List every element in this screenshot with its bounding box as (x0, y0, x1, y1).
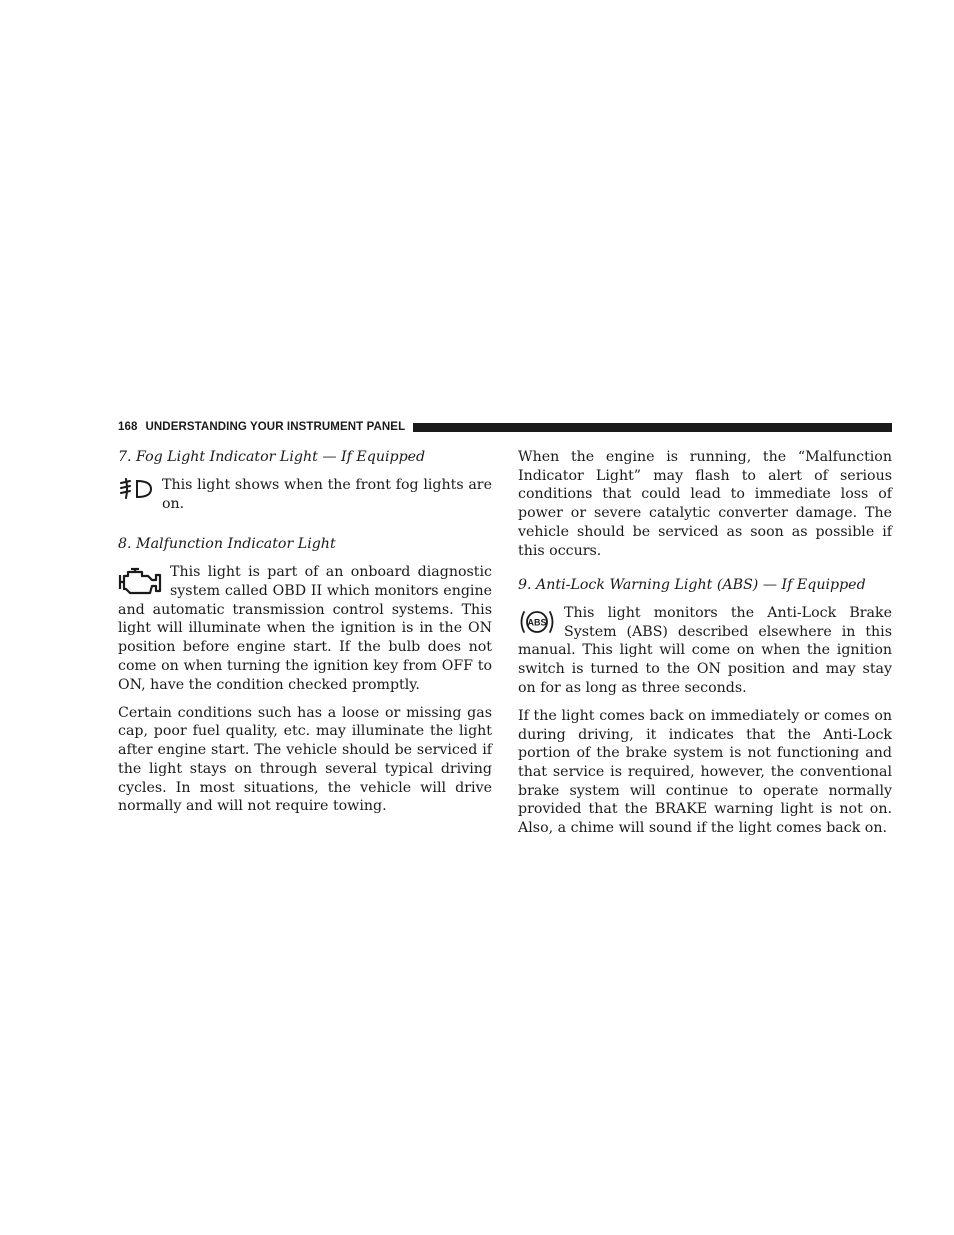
header-rule (413, 423, 892, 432)
page-header (118, 419, 892, 435)
mil-heading: 8. Malfunction Indicator Light (118, 536, 336, 553)
abs-heading: 9. Anti-Lock Warning Light (ABS) — If Equipped (518, 576, 866, 593)
engine-check-icon (118, 567, 162, 597)
page-number: 168 (118, 421, 138, 433)
section-title: UNDERSTANDING YOUR INSTRUMENT PANEL (145, 421, 406, 433)
mil-paragraph-2: Certain conditions such has a loose or missing gas cap, poor fuel quality, etc. may illuminate the light after engine start. The vehicle should be serviced if the light stays on through several typical driving cycles. In most situations, the vehicle will drive normally and will not require towing. (118, 704, 492, 815)
fog-light-heading: 7. Fog Light Indicator Light — If Equipped (118, 449, 426, 465)
abs-paragraph (518, 604, 892, 698)
mil-flash-paragraph: When the engine is running, the “Malfunction Indicator Light” may flash to alert of serious conditions that could lead to immediate loss of power or severe catalytic converter damage. The vehicle should be serviced as soon as possible if this occurs. (518, 449, 892, 559)
right-column (518, 448, 892, 847)
left-column (118, 448, 492, 825)
abs-paragraph-2: If the light comes back on immediately or comes on during driving, it indicates that the Anti-Lock portion of the brake system is not functioning and that service is required, however, the conventional brake system will continue to operate normally provided that the BRAKE warning light is not on. Also, a chime will sound if the light comes back on. (518, 707, 892, 837)
abs-warning-icon (518, 608, 556, 636)
mil-text: This light is part of an onboard diagnostic system called OBD II which monitors engine and automatic transmission control systems. This light will illuminate when the ignition is in the ON position before engine start. If the bulb does not come on when turning the ignition key from OFF to ON, have the condition checked promptly. (118, 564, 492, 693)
mil-paragraph (118, 563, 492, 694)
abs-text: This light monitors the Anti-Lock Brake System (ABS) described elsewhere in this manual. This light will come on when the ignition switch is turned to the ON position and may stay on for as long as three seconds. (518, 604, 892, 696)
fog-light-icon (118, 478, 154, 500)
fog-light-text: This light shows when the front fog lights are on. (162, 477, 492, 512)
header-text (118, 421, 405, 433)
fog-light-paragraph (118, 476, 492, 513)
abs-icon-label: ABS (527, 617, 547, 628)
